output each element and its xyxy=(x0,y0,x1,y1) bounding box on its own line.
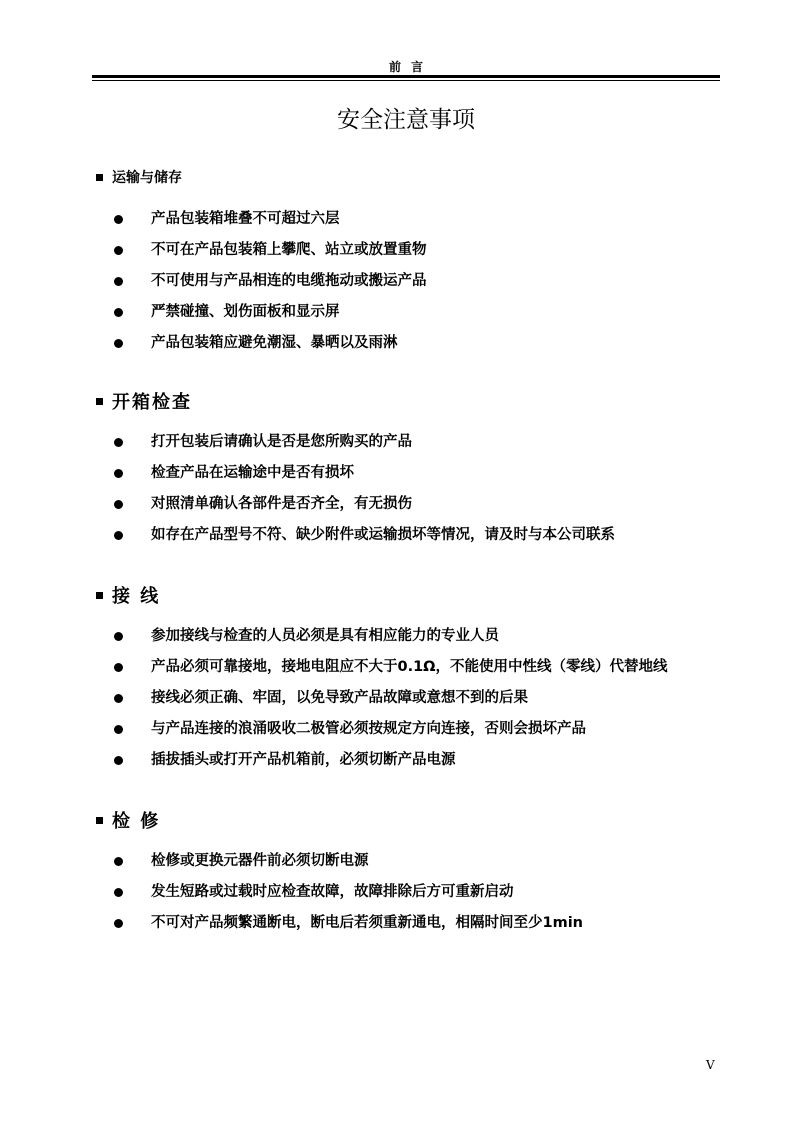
bullet-icon xyxy=(114,531,123,540)
item-text: 如存在产品型号不符、缺少附件或运输损坏等情况，请及时与本公司联系 xyxy=(151,527,615,543)
page-number: V xyxy=(706,1058,715,1072)
section-heading xyxy=(96,389,615,413)
list-item xyxy=(96,297,427,328)
list-item xyxy=(96,489,615,520)
section-transport-storage xyxy=(96,165,427,359)
item-list xyxy=(96,621,668,776)
item-text: 不可在产品包装箱上攀爬、站立或放置重物 xyxy=(151,242,427,258)
bullet-icon xyxy=(114,725,123,734)
item-list xyxy=(96,427,615,551)
list-item xyxy=(96,652,668,683)
item-text: 产品包装箱应避免潮湿、暴晒以及雨淋 xyxy=(151,335,398,351)
section-unpacking-inspection xyxy=(96,389,615,551)
bullet-icon xyxy=(114,339,123,348)
square-bullet-icon xyxy=(96,174,103,181)
item-text: 与产品连接的浪涌吸收二极管必须按规定方向连接，否则会损坏产品 xyxy=(151,721,586,737)
section-title: 检 修 xyxy=(112,811,161,832)
bullet-icon xyxy=(114,277,123,286)
item-text: 接线必须正确、牢固，以免导致产品故障或意想不到的后果 xyxy=(151,690,528,706)
list-item xyxy=(96,235,427,266)
square-bullet-icon xyxy=(96,592,103,599)
bullet-icon xyxy=(114,469,123,478)
section-title: 开箱检查 xyxy=(112,392,192,413)
list-item xyxy=(96,204,427,235)
item-text: 不可使用与产品相连的电缆拖动或搬运产品 xyxy=(151,273,427,289)
item-text: 检修或更换元器件前必须切断电源 xyxy=(151,853,369,869)
bullet-icon xyxy=(114,756,123,765)
section-title: 运输与储存 xyxy=(112,170,182,186)
bullet-icon xyxy=(114,632,123,641)
bullet-icon xyxy=(114,663,123,672)
bullet-icon xyxy=(114,694,123,703)
list-item xyxy=(96,714,668,745)
item-text: 严禁碰撞、划伤面板和显示屏 xyxy=(151,304,340,320)
square-bullet-icon xyxy=(96,398,103,405)
bullet-icon xyxy=(114,215,123,224)
bullet-icon xyxy=(114,857,123,866)
item-text: 产品包装箱堆叠不可超过六层 xyxy=(151,211,340,227)
list-item xyxy=(96,266,427,297)
list-item xyxy=(96,328,427,359)
bullet-icon xyxy=(114,888,123,897)
section-maintenance xyxy=(96,808,583,939)
section-wiring xyxy=(96,583,668,776)
list-item xyxy=(96,745,668,776)
item-text: 检查产品在运输途中是否有损坏 xyxy=(151,465,354,481)
running-header: 前言 xyxy=(388,60,433,74)
section-heading xyxy=(96,165,427,189)
item-list xyxy=(96,846,583,939)
item-text: 打开包装后请确认是否是您所购买的产品 xyxy=(151,434,412,450)
list-item xyxy=(96,846,583,877)
bullet-icon xyxy=(114,500,123,509)
item-text: 产品必须可靠接地，接地电阻应不大于0.1Ω，不能使用中性线（零线）代替地线 xyxy=(151,659,668,675)
header-rule-thick xyxy=(92,75,720,78)
item-list xyxy=(96,204,427,359)
item-text: 参加接线与检查的人员必须是具有相应能力的专业人员 xyxy=(151,628,499,644)
section-title: 接 线 xyxy=(112,586,161,607)
item-text: 插拔插头或打开产品机箱前，必须切断产品电源 xyxy=(151,752,456,768)
item-text: 不可对产品频繁通断电，断电后若须重新通电，相隔时间至少1min xyxy=(151,915,583,931)
bullet-icon xyxy=(114,919,123,928)
square-bullet-icon xyxy=(96,817,103,824)
bullet-icon xyxy=(114,246,123,255)
list-item xyxy=(96,621,668,652)
list-item xyxy=(96,520,615,551)
section-heading xyxy=(96,583,668,607)
item-text: 发生短路或过载时应检查故障，故障排除后方可重新启动 xyxy=(151,884,514,900)
list-item xyxy=(96,427,615,458)
list-item xyxy=(96,683,668,714)
page-title: 安全注意事项 xyxy=(337,107,475,133)
bullet-icon xyxy=(114,308,123,317)
list-item xyxy=(96,458,615,489)
list-item xyxy=(96,908,583,939)
section-heading xyxy=(96,808,583,832)
item-text: 对照清单确认各部件是否齐全，有无损伤 xyxy=(151,496,412,512)
bullet-icon xyxy=(114,438,123,447)
list-item xyxy=(96,877,583,908)
header-rule-thin xyxy=(92,80,720,81)
